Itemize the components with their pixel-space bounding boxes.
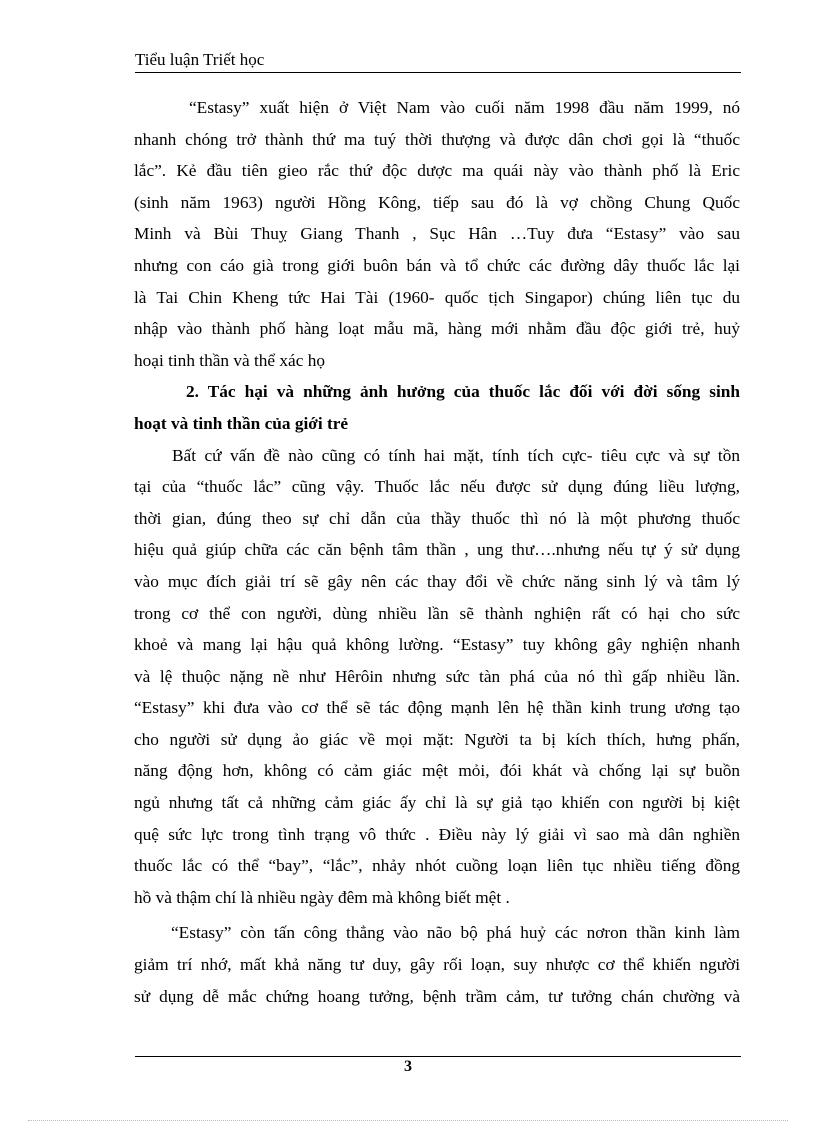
- header-title: Tiểu luận Triết học: [135, 50, 265, 69]
- paragraph-line: Minh và Bùi Thuỵ Giang Thanh , Sục Hân …Tuy đưa “Estasy” vào sau: [134, 224, 740, 244]
- paragraph-line: quệ sức lực trong tình trạng vô thức . Điều này lý giải vì sao mà dân nghiền: [134, 824, 740, 844]
- paragraph-line: (sinh năm 1963) người Hồng Kông, tiếp sau đó là vợ chồng Chung Quốc: [134, 192, 740, 212]
- page-edge-divider: [28, 1120, 788, 1121]
- paragraph-line: là Tai Chin Kheng tức Hai Tài (1960- quốc tịch Singapor) chúng liên tục du: [134, 287, 740, 307]
- footer-rule: [135, 1056, 741, 1057]
- page-header: [135, 48, 741, 73]
- paragraph-line: thuốc lắc có thể “bay”, “lắc”, nhảy nhót cuồng loạn liên tục nhiều tiếng đồng: [134, 856, 740, 876]
- paragraph-line: và lệ thuộc nặng nề như Hêrôin nhưng sức tàn phá của nó thì gấp nhiều lần.: [134, 666, 740, 686]
- paragraph-line: Bất cứ vấn đề nào cũng có tính hai mặt, tính tích cực- tiêu cực và sự tồn: [172, 445, 740, 465]
- section-heading-line: hoạt và tinh thần của giới trẻ: [134, 413, 349, 433]
- paragraph-line: trong cơ thể con người, dùng nhiều lần sẽ thành nghiện rất có hại cho sức: [134, 603, 740, 623]
- paragraph-line: khoẻ và mang lại hậu quả không lường. “Estasy” tuy không gây nghiện nhanh: [134, 635, 740, 655]
- paragraph-line: thời gian, đúng theo sự chỉ dẫn của thầy thuốc thì nó là một phương thuốc: [134, 508, 740, 528]
- paragraph-line: hoại tinh thần và thể xác họ: [134, 350, 325, 370]
- paragraph-line: “Estasy” xuất hiện ở Việt Nam vào cuối năm 1998 đầu năm 1999, nó: [189, 98, 740, 117]
- paragraph-line: tại của “thuốc lắc” cũng vậy. Thuốc lắc nếu được sử dụng đúng liều lượng,: [134, 477, 740, 497]
- paragraph-line: “Estasy” còn tấn công thẳng vào não bộ phá huỷ các nơron thần kinh làm: [171, 923, 740, 943]
- paragraph-line: cho người sử dụng ảo giác về mọi mặt: Người ta bị kích thích, hưng phấn,: [134, 729, 740, 749]
- section-heading-line: 2. Tác hại và những ảnh hưởng của thuốc lắc đối với đời sống sinh: [186, 382, 740, 402]
- paragraph-line: giảm trí nhớ, mất khả năng tư duy, gây rối loạn, suy nhược cơ thể khiến người: [134, 955, 740, 975]
- paragraph-line: hồ và thậm chí là nhiều ngày đêm mà không biết mệt .: [134, 887, 510, 907]
- paragraph-line: sử dụng dễ mắc chứng hoang tưởng, bệnh trầm cảm, tư tưởng chán chường và: [134, 986, 740, 1006]
- paragraph-line: ngủ nhưng tất cả những cảm giác ấy chỉ là sự giả tạo khiến con người bị kiệt: [134, 793, 740, 813]
- paragraph-line: năng động hơn, không có cảm giác mệt mỏi, đói khát và chống lại sự buồn: [134, 761, 740, 781]
- paragraph-line: “Estasy” khi đưa vào cơ thể sẽ tác động mạnh lên hệ thần kinh trung ương tạo: [134, 698, 740, 718]
- document-body: [134, 92, 740, 1012]
- paragraph-line: vào mục đích giải trí sẽ gây nên các thay đổi về chức năng sinh lý và tâm lý: [134, 571, 740, 591]
- paragraph-line: nhưng con cáo già trong giới buôn bán và tổ chức các đường dây thuốc lắc lại: [134, 255, 740, 275]
- paragraph-line: hiệu quả giúp chữa các căn bệnh tâm thần , ung thư….nhưng nếu tự ý sử dụng: [134, 540, 740, 560]
- paragraph-line: lắc”. Kẻ đầu tiên gieo rắc thứ độc dược ma quái này vào thành phố là Eric: [134, 161, 740, 181]
- page-number: 3: [404, 1058, 412, 1072]
- paragraph-line: nhập vào thành phố hàng loạt mẫu mã, hàng mới nhằm đầu độc giới trẻ, huỷ: [134, 319, 740, 339]
- paragraph-line: nhanh chóng trở thành thứ ma tuý thời thượng và được dân chơi gọi là “thuốc: [134, 129, 740, 149]
